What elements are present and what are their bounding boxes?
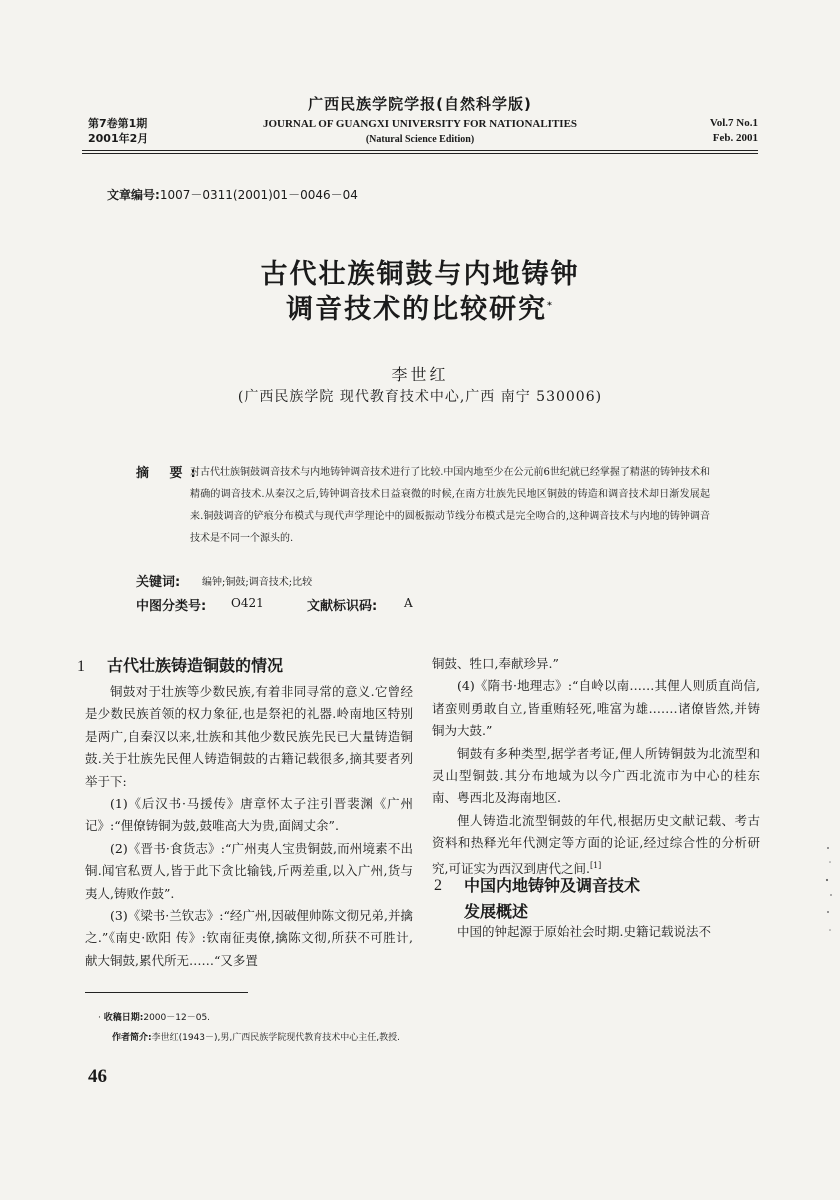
classification-value: O421	[231, 596, 264, 610]
author-name: 李世红	[391, 365, 449, 384]
left-column	[85, 681, 413, 972]
section-1-heading	[77, 653, 283, 680]
article-number-value: 1007－0311(2001)01－0046－04	[159, 188, 358, 202]
document-code-value: A	[404, 596, 413, 610]
paragraph-text: 俚人铸造北流型铜鼓的年代,根据历史文献记载、考古资料和热释光年代测定等方面的论证,经过综合性的分析研究,可证实为西汉到唐代之间.	[432, 812, 760, 876]
document-code-label: 文献标识码:	[307, 599, 378, 614]
received-value: 2000－12－05.	[143, 1013, 211, 1023]
citation-ref: [1]	[589, 860, 602, 870]
section-2-title-line-2: 发展概述	[464, 902, 529, 921]
volume-info-en	[710, 116, 758, 146]
footnote-rule	[85, 992, 248, 993]
header-rule-thin	[82, 153, 758, 154]
abstract-label: 摘 要:	[136, 466, 204, 481]
section-2-heading	[434, 873, 764, 925]
paragraph: (4)《隋书·地理志》:“自岭以南……其俚人则质直尚信,诸蛮则勇敢自立,皆重贿轻死,唯富为雄.……诸僚皆然,并铸铜为大鼓.”	[432, 678, 760, 739]
section-1-number: 1	[77, 658, 85, 675]
volume-cn: 第7卷第1期	[88, 117, 148, 130]
paper-title-text: 调音技术的比较研究	[286, 294, 548, 325]
section-2-number: 2	[434, 877, 442, 894]
bio-label: 作者简介:	[112, 1033, 152, 1043]
page-number: 46	[88, 1066, 107, 1087]
keywords-label: 关键词:	[136, 575, 181, 590]
paragraph	[432, 810, 760, 880]
section-2-title-line-1: 中国内地铸钟及调音技术	[464, 876, 641, 895]
volume-en: Vol.7 No.1	[709, 117, 758, 129]
footnote-author-bio	[112, 1030, 400, 1043]
journal-edition: (Natural Science Edition)	[365, 134, 475, 145]
journal-title-en: JOURNAL OF GUANGXI UNIVERSITY FOR NATIONALITIES	[262, 118, 578, 130]
section-2-body	[432, 921, 760, 943]
paragraph: (2)《晋书·食货志》:“广州夷人宝贵铜鼓,而州境素不出铜.闻官私贾人,皆于此下贪比输钱,斤两差重,以入广州,货与夷人,铸败作鼓”.	[85, 840, 413, 901]
date-en: Feb. 2001	[712, 132, 758, 144]
title-footnote-mark: *	[547, 301, 554, 311]
paragraph: (1)《后汉书·马援传》唐章怀太子注引晋裴渊《广州记》:“俚僚铸铜为鼓,鼓唯高大为贵,面阔丈余”.	[85, 796, 413, 834]
paragraph: 铜鼓有多种类型,据学者考证,俚人所铸铜鼓为北流型和灵山型铜鼓.其分布地域为以今广西北流市为中心的桂东南、粤西北及海南地区.	[432, 745, 760, 806]
classification-label: 中图分类号:	[136, 599, 207, 614]
footnote-bullet: ·	[98, 1013, 101, 1023]
author-affiliation: (广西民族学院 现代教育技术中心,广西 南宁 530006)	[237, 389, 603, 405]
scan-artifact	[824, 840, 834, 940]
article-number	[107, 186, 358, 203]
journal-title-cn: 广西民族学院学报(自然科学版)	[308, 95, 532, 113]
paragraph: 中国的钟起源于原始社会时期.史籍记载说法不	[457, 924, 711, 939]
paragraph: 铜鼓对于壮族等少数民族,有着非同寻常的意义.它曾经是少数民族首领的权力象征,也是祭祀的礼器.岭南地区特别是两广,自秦汉以来,壮族和其他少数民族先民已大量铸造铜鼓.关于壮族先民俚人铸造铜鼓的古籍记载很多,摘其要者列举于下:	[85, 684, 413, 789]
abstract-body: 对古代壮族铜鼓调音技术与内地铸钟调音技术进行了比较.中国内地至少在公元前6世纪就已经掌握了精湛的铸钟技术和精确的调音技术.从秦汉之后,铸钟调音技术日益衰微的时候,在南方壮族先民地区铜鼓的铸造和调音技术却日渐发展起来.铜鼓调音的铲痕分布模式与现代声学理论中的圆板振动节线分布模式是完全吻合的,这种调音技术与内地的铸钟调音技术是不同一个源头的.	[190, 467, 710, 544]
paper-title-line-1: 古代壮族铜鼓与内地铸钟	[260, 259, 580, 290]
article-number-label: 文章编号:	[107, 188, 160, 202]
keywords-text: 编钟;铜鼓;调音技术;比较	[202, 577, 313, 588]
date-cn: 2001年2月	[88, 132, 149, 145]
paragraph: (3)《梁书·兰钦志》:“经广州,因破俚帅陈文彻兄弟,并擒之.”《南史·欧阳 传》:钦南征夷僚,擒陈文彻,所获不可胜计,献大铜鼓,累代所无……“又多置	[85, 908, 413, 968]
paper-title-line-2	[0, 287, 840, 326]
header-rule	[82, 150, 758, 151]
right-column	[432, 653, 760, 880]
volume-info-cn	[88, 116, 148, 146]
bio-value: 李世红(1943－),男,广西民族学院现代教育技术中心主任,教授.	[151, 1033, 400, 1043]
abstract-text	[190, 462, 710, 550]
received-label: 收稿日期:	[103, 1013, 144, 1023]
paragraph: 铜鼓、牲口,奉献珍异.”	[432, 656, 559, 671]
section-1-title: 古代壮族铸造铜鼓的情况	[107, 656, 284, 675]
footnote-received	[98, 1010, 210, 1023]
